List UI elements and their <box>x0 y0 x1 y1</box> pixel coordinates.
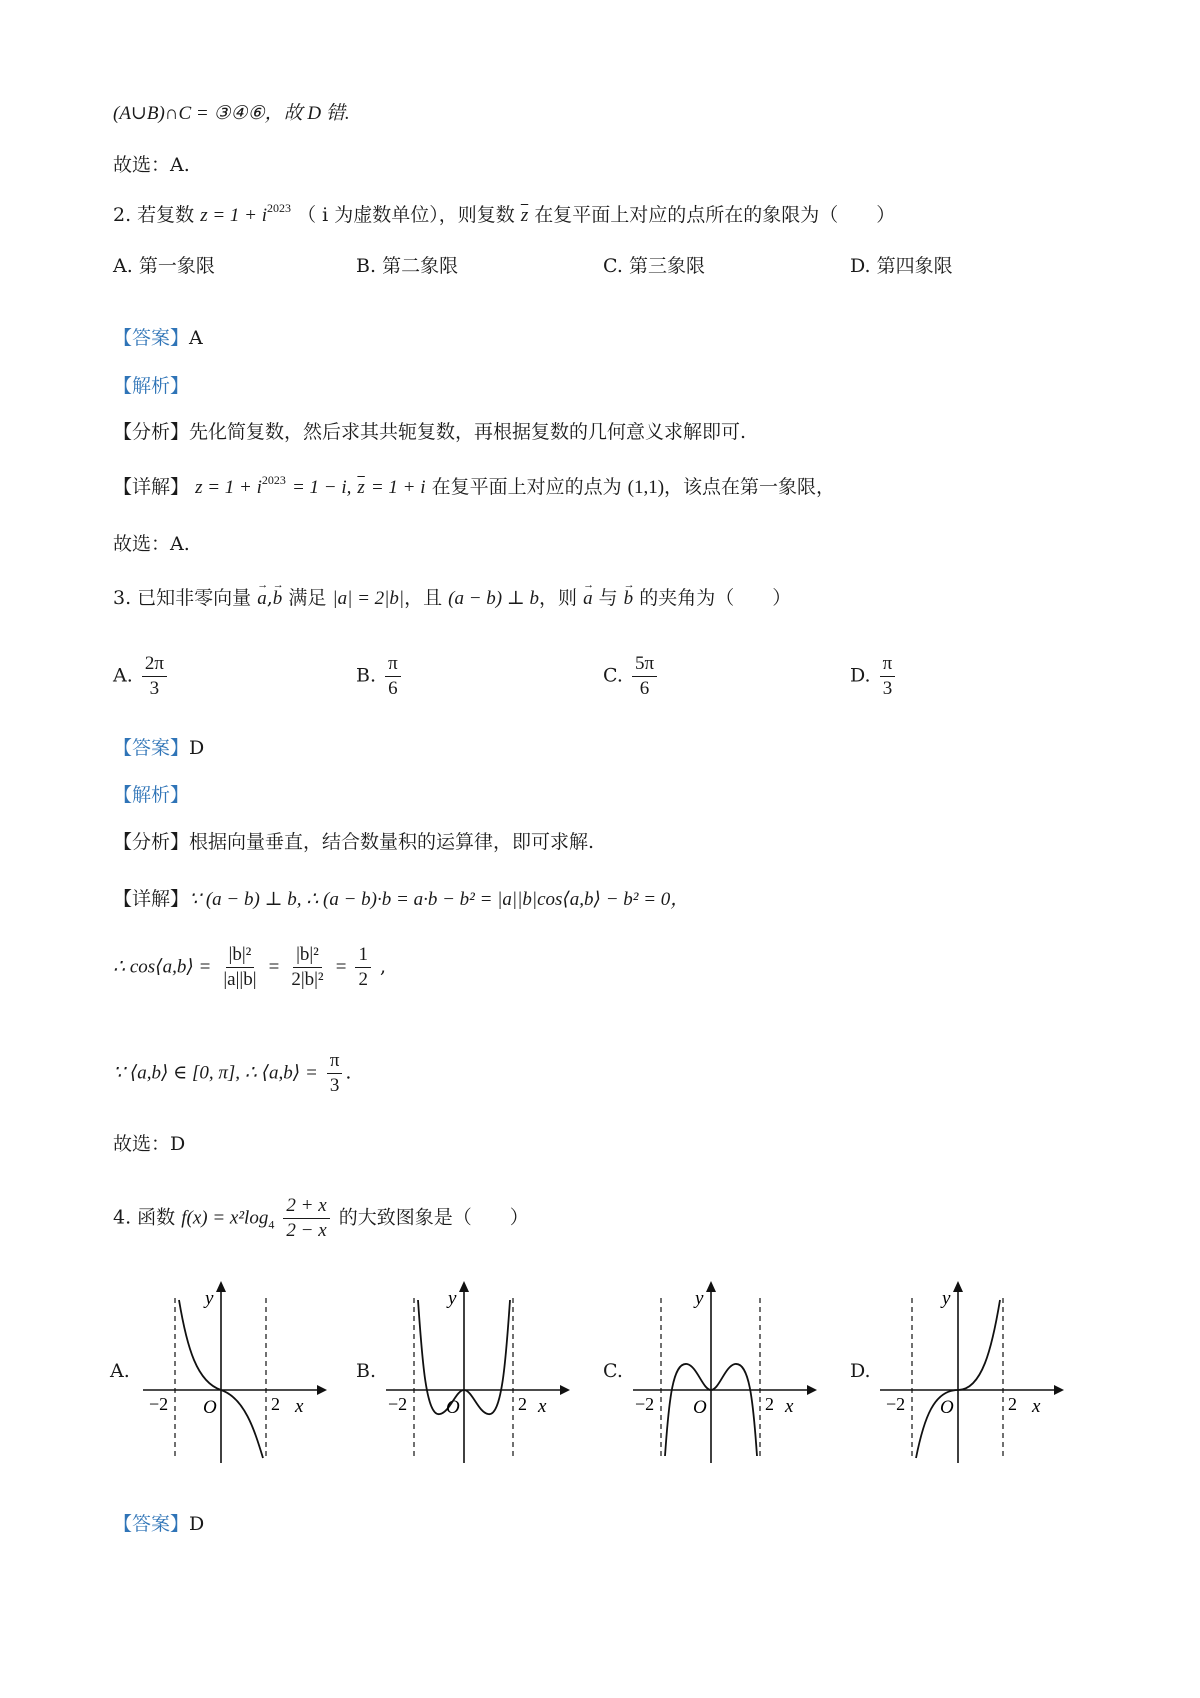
q3-xiangjie-1: 【详解】∵ (a − b) ⊥ b, ∴ (a − b)·b = a·b − b² = |a||b|cos⟨a,b⟩ − b² = 0， <box>113 888 690 910</box>
q4-graph-label-d: D. <box>850 1360 871 1382</box>
tick-pos-2: 2 <box>271 1394 280 1414</box>
q4-graph-b <box>378 1278 573 1468</box>
q4-stem: 4. 函数 $f(x) = x^2\log_4$ $\frac{2 + x}{2 - x}$ 的大致图象是（ ） <box>113 1195 529 1241</box>
tick-neg-2: −2 <box>149 1394 169 1414</box>
x-label: x <box>538 1396 547 1417</box>
origin-label: O <box>446 1397 460 1418</box>
q3-stem: 3. 已知非零向量 → a,→ b 满足 |a| = 2|b|，且 (a − b) ⊥ b，则 → a 与 → b 的夹角为（ ） <box>113 586 791 611</box>
q2-answer: 【答案】A <box>113 327 203 349</box>
tick-pos-2: 2 <box>1008 1394 1017 1414</box>
q2-option-a: A. 第一象限 <box>113 255 215 277</box>
q4-graph-a <box>135 1278 330 1468</box>
x-label: x <box>295 1396 304 1417</box>
q4-graph-label-b: B. <box>356 1360 377 1382</box>
x-axis-arrow <box>1054 1385 1064 1395</box>
q4-graph-label-a: A. <box>110 1360 130 1382</box>
q2-analysis-tag: 【解析】 <box>113 375 190 397</box>
q1-set-expression: (A∪B)∩C = ③④⑥，故 D 错. <box>113 103 350 124</box>
q4-graph-d <box>872 1278 1067 1468</box>
q3-option-b: B. $\frac{\pi}{6}$ <box>356 653 404 700</box>
tick-neg-2: −2 <box>886 1394 906 1414</box>
q3-option-c: C. $\frac{5\pi}{6}$ <box>603 653 660 700</box>
q2-option-d: D. 第四象限 <box>850 255 953 277</box>
y-axis-arrow <box>459 1281 469 1292</box>
x-axis-arrow <box>807 1385 817 1395</box>
x-label: x <box>785 1396 794 1417</box>
q2-choice: 故选：A. <box>113 533 190 555</box>
q2-xiangjie: 【详解】 $z = 1 + i^{2023} = 1 - i$, $\overline{z} = 1 + i$ 在复平面上对应的点为 (1,1)，该点在第一象限， <box>113 473 836 498</box>
q3-option-a: A. $\frac{2\pi}{3}$ <box>113 653 170 700</box>
q3-answer: 【答案】D <box>113 737 205 759</box>
tick-pos-2: 2 <box>518 1394 527 1414</box>
y-label: y <box>942 1288 951 1309</box>
q3-choice: 故选：D <box>113 1133 186 1155</box>
y-axis-arrow <box>216 1281 226 1292</box>
q2-option-c: C. 第三象限 <box>603 255 705 277</box>
origin-label: O <box>203 1397 217 1418</box>
q4-graph-c <box>625 1278 820 1468</box>
q2-option-b: B. 第二象限 <box>356 255 459 277</box>
x-axis-arrow <box>317 1385 327 1395</box>
origin-label: O <box>940 1397 954 1418</box>
y-axis-arrow <box>953 1281 963 1292</box>
q3-xiangjie-2: ∴ cos⟨a,b⟩ = $\frac{\text{|b|²}}{|a||b|}$ = $\frac{\text{|b|²}}{\text{2|b|²}}$ = $\frac{1}{2}$ , <box>113 944 387 990</box>
y-label: y <box>448 1288 457 1309</box>
q1-choice: 故选：A. <box>113 154 190 176</box>
q4-graph-label-c: C. <box>603 1360 623 1382</box>
tick-pos-2: 2 <box>765 1394 774 1414</box>
x-label: x <box>1032 1396 1041 1417</box>
y-axis-arrow <box>706 1281 716 1292</box>
q2-fenxi: 【分析】先化简复数，然后求其共轭复数，再根据复数的几何意义求解即可. <box>113 421 747 443</box>
q3-option-d: D. $\frac{\pi}{3}$ <box>850 653 898 700</box>
x-axis-arrow <box>560 1385 570 1395</box>
q2-stem: 2. 若复数 $z = 1 + i^{2023}$ （ i 为虚数单位），则复数 $\overline{z}$ 在复平面上对应的点所在的象限为（ ） <box>113 201 896 226</box>
tick-neg-2: −2 <box>388 1394 408 1414</box>
q3-xiangjie-3: ∵ ⟨a,b⟩ ∈ [0, π], ∴ ⟨a,b⟩ = $\frac{\pi}{3}$ . <box>113 1050 352 1096</box>
q3-fenxi: 【分析】根据向量垂直，结合数量积的运算律，即可求解. <box>113 831 595 853</box>
q3-analysis-tag: 【解析】 <box>113 784 190 806</box>
y-label: y <box>695 1288 704 1309</box>
tick-neg-2: −2 <box>635 1394 655 1414</box>
origin-label: O <box>693 1397 707 1418</box>
y-label: y <box>205 1288 214 1309</box>
q4-answer: 【答案】D <box>113 1513 205 1535</box>
